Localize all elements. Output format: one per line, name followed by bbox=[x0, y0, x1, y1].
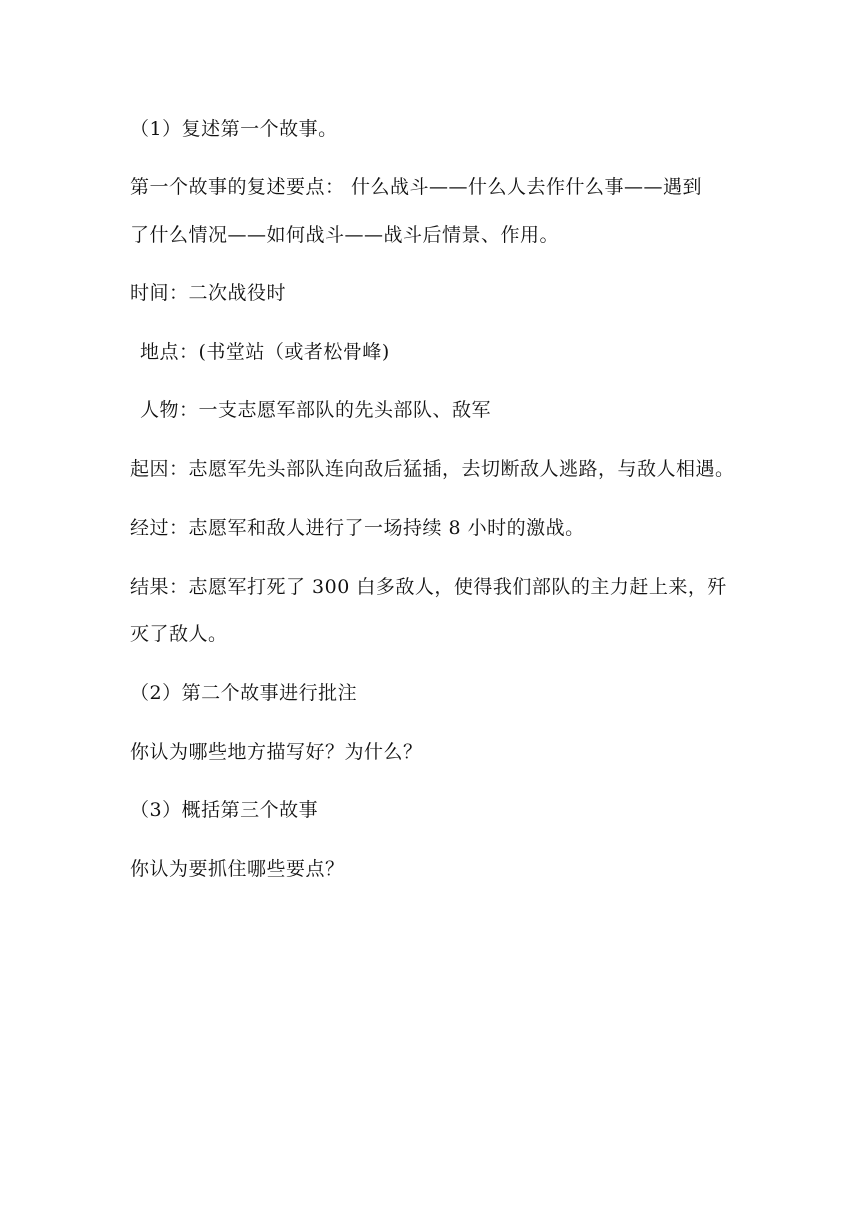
section-2-question: 你认为哪些地方描写好？为什么？ bbox=[130, 741, 423, 763]
section-3-question: 你认为要抓住哪些要点？ bbox=[130, 858, 345, 880]
characters-line: 人物：一支志愿军部队的先头部队、敌军 bbox=[140, 399, 492, 421]
section-3-heading: （3）概括第三个故事 bbox=[130, 799, 319, 821]
process-line: 经过：志愿军和敌人进行了一场持续 8 小时的激战。 bbox=[130, 517, 585, 539]
retell-points-line-1: 第一个故事的复述要点： 什么战斗——什么人去作什么事——遇到 bbox=[130, 176, 703, 198]
retell-points-line-2: 了什么情况——如何战斗——战斗后情景、作用。 bbox=[130, 224, 560, 246]
cause-line: 起因：志愿军先头部队连向敌后猛插，去切断敌人逃路，与敌人相遇。 bbox=[130, 458, 735, 480]
time-line: 时间：二次战役时 bbox=[130, 282, 287, 304]
result-line-2: 灭了敌人。 bbox=[130, 623, 228, 645]
result-line-1: 结果：志愿军打死了 300 白多敌人，使得我们部队的主力赶上来，歼 bbox=[130, 576, 727, 598]
section-2-heading: （2）第二个故事进行批注 bbox=[130, 682, 358, 704]
place-line: 地点：(书堂站（或者松骨峰) bbox=[140, 341, 390, 363]
section-1-heading: （1）复述第一个故事。 bbox=[130, 118, 338, 140]
